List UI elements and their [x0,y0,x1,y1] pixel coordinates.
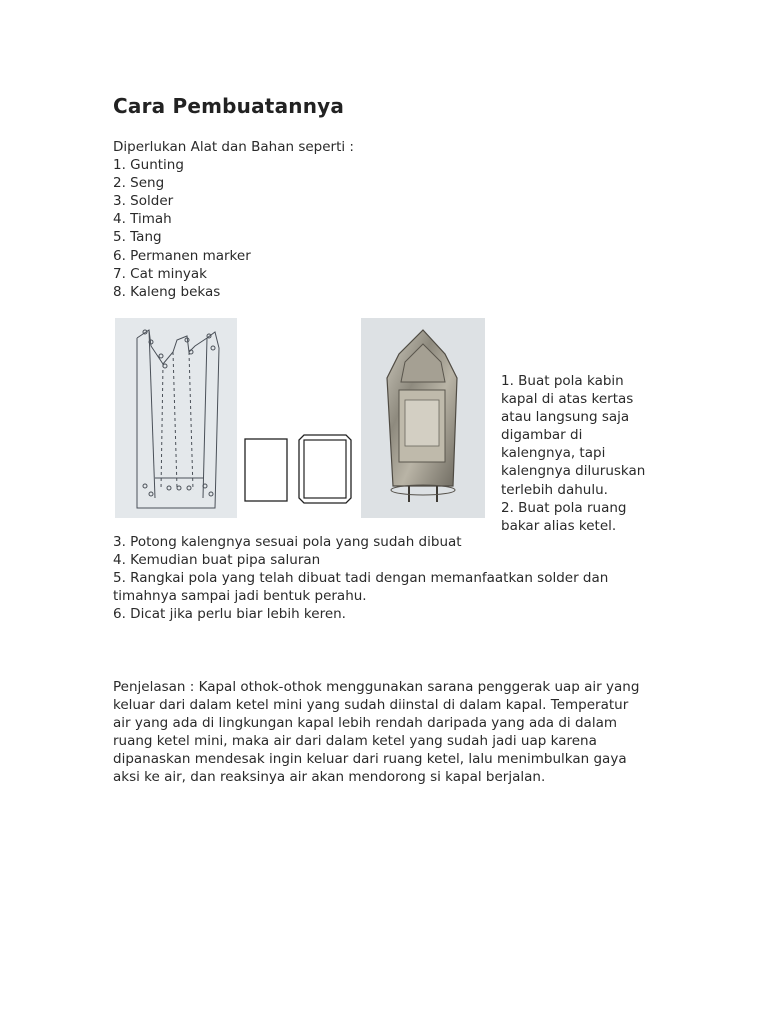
ketel-pattern-rect [244,438,288,502]
list-item: 4. Timah [113,211,172,228]
tin-boat-photo [361,318,485,518]
list-item: 2. Seng [113,175,165,192]
list-item: 8. Kaleng bekas [113,283,221,300]
steps-list [113,533,608,623]
step-line: 4. Kemudian buat pipa saluran [113,552,321,569]
step-line: 6. Dicat jika perlu biar lebih keren. [113,606,346,623]
list-item: 1. Gunting [113,157,184,174]
step-line: timahnya sampai jadi bentuk perahu. [113,588,367,605]
list-item: 3. Solder [113,193,174,210]
intro-line: Diperlukan Alat dan Bahan seperti : [113,139,354,155]
list-item: 7. Cat minyak [113,265,207,282]
list-item: 6. Permanen marker [113,247,251,264]
step-line: 5. Rangkai pola yang telah dibuat tadi dengan memanfaatkan solder dan [113,570,609,587]
materials-list [113,138,354,301]
side-step-line: terlebih dahulu. [501,481,608,498]
side-step-line: digambar di [501,427,583,444]
side-step-line: 2. Buat pola ruang [501,499,627,516]
side-step-line: atau langsung saja [501,409,630,426]
side-step-line: kalengnya, tapi [501,445,606,462]
side-step-line: kapal di atas kertas [501,391,634,408]
side-steps [501,372,651,535]
ketel-pattern-folded [298,434,352,504]
list-item: 5. Tang [113,229,162,246]
boat-pattern-drawing [115,318,237,518]
step-line: 3. Potong kalengnya sesuai pola yang sudah dibuat [113,534,462,550]
side-step-line: kalengnya diluruskan [501,463,646,480]
explanation-paragraph: Penjelasan : Kapal othok-othok menggunakan sarana penggerak uap air yang keluar dari dalam ketel mini yang sudah diinstal di dalam kapal. Temperatur air yang ada di lingkungan kapal lebih rendah daripada yang ada di dalam ruang ketel mini, maka air dari dalam ketel yang sudah jadi uap karena dipanaskan mendesak ingin keluar dari ruang ketel, lalu menimbulkan gaya aksi ke air, dan reaksinya air akan mendorong si kapal berjalan. [113,679,640,786]
side-step-line: 1. Buat pola kabin [501,373,624,389]
side-step-line: bakar alias ketel. [501,517,617,534]
page-title: Cara Pembuatannya [113,94,345,118]
